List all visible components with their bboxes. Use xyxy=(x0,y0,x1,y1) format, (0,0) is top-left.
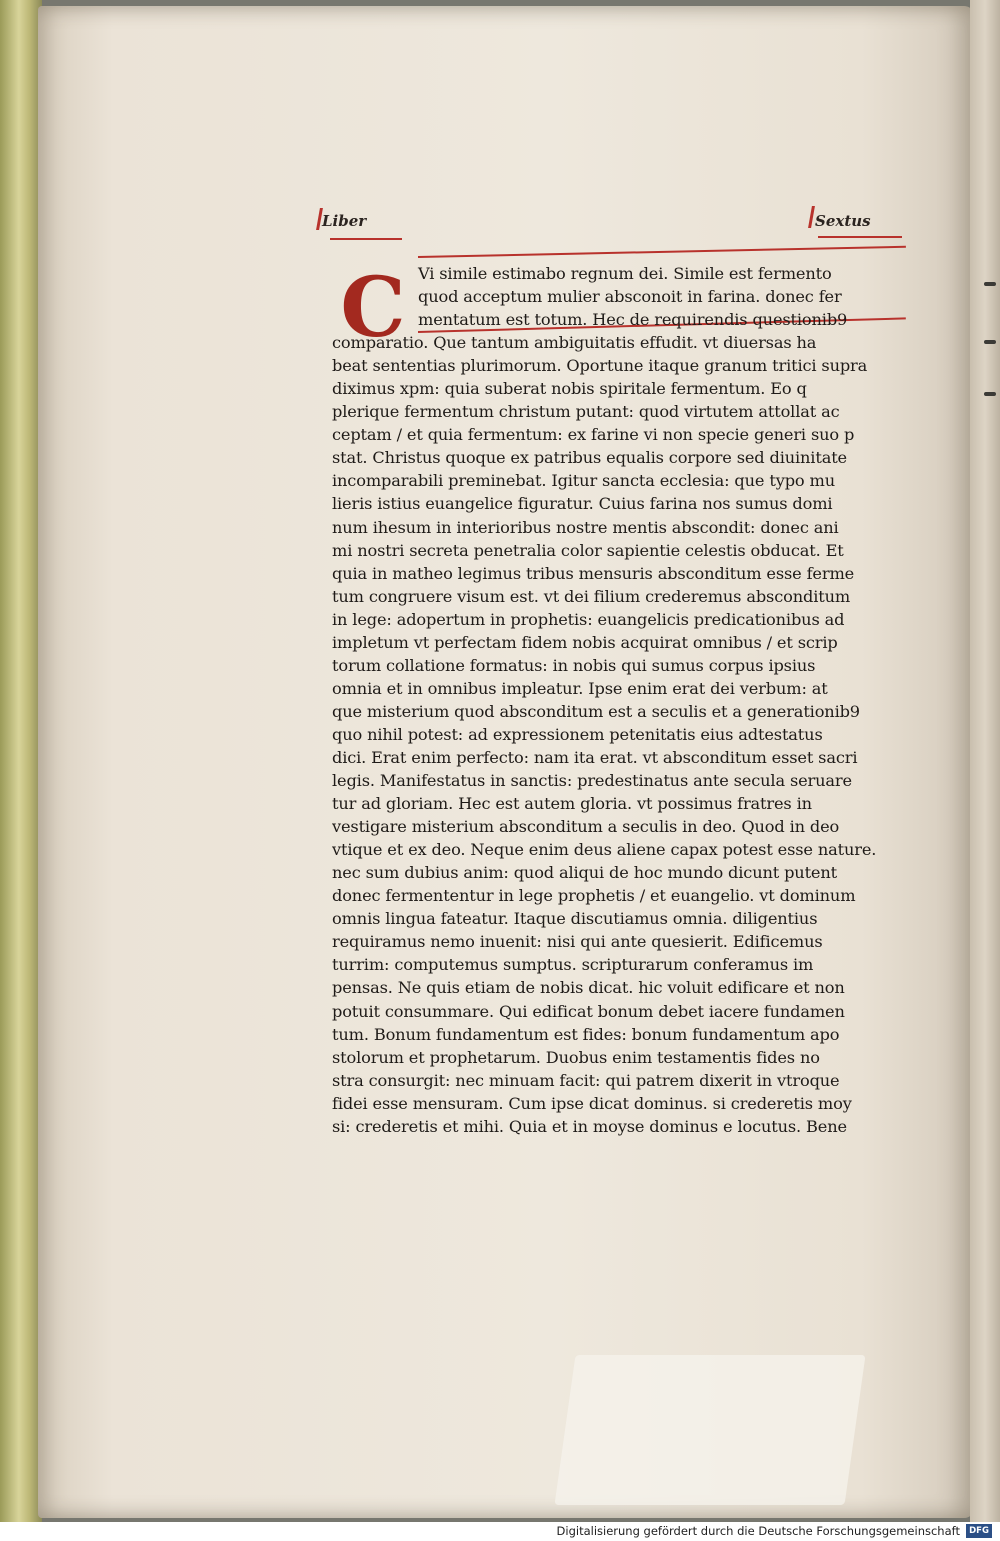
paper-patch xyxy=(554,1355,865,1505)
text-line: num ihesum in interioribus nostre mentis abscondit: donec ani xyxy=(332,517,839,537)
running-head-left: Liber xyxy=(322,212,367,230)
text-line: stat. Christus quoque ex patribus equalis corpore sed diuinitate xyxy=(332,448,847,468)
text-line: beat sententias plurimorum. Oportune itaque granum tritici supra xyxy=(332,356,868,376)
text-line: stra consurgit: nec minuam facit: qui patrem dixerit in vtroque xyxy=(332,1070,840,1090)
text-line: vtique et ex deo. Neque enim deus aliene capax potest esse nature. xyxy=(332,840,877,860)
running-head-right: Sextus xyxy=(815,212,871,230)
text-line: legis. Manifestatus in sanctis: predestinatus ante secula seruare xyxy=(332,771,852,791)
credit-bar xyxy=(0,1522,1000,1541)
bleed-mark xyxy=(984,392,996,396)
text-line: si: crederetis et mihi. Quia et in moyse dominus e locutus. Bene xyxy=(332,1116,847,1136)
text-line: nec sum dubius anim: quod aliqui de hoc mundo dicunt putent xyxy=(332,863,837,883)
text-line: dici. Erat enim perfecto: nam ita erat. vt absconditum esset sacri xyxy=(332,747,858,767)
text-line: mi nostri secreta penetralia color sapientie celestis obducat. Et xyxy=(332,540,844,560)
header-underline-left xyxy=(330,238,402,240)
text-column xyxy=(332,262,912,1138)
text-line: vestigare misterium absconditum a seculis in deo. Quod in deo xyxy=(332,817,840,837)
dfg-logo-icon: DFG xyxy=(966,1524,992,1538)
facing-page-edge xyxy=(970,0,1000,1522)
text-line: ceptam / et quia fermentum: ex farine vi non specie generi suo p xyxy=(332,425,855,445)
text-line: Vi simile estimabo regnum dei. Simile est fermento xyxy=(418,264,832,283)
text-line: omnia et in omnibus impleatur. Ipse enim erat dei verbum: at xyxy=(332,678,828,698)
text-line: plerique fermentum christum putant: quod virtutem attollat ac xyxy=(332,402,840,422)
text-line: incomparabili preminebat. Igitur sancta ecclesia: que typo mu xyxy=(332,471,835,491)
text-line: turrim: computemus sumptus. scripturarum conferamus im xyxy=(332,955,814,975)
decorated-initial: C xyxy=(340,260,406,356)
bleed-mark xyxy=(984,340,996,344)
text-line: potuit consummare. Qui edificat bonum debet iacere fundamen xyxy=(332,1001,845,1021)
text-line: fidei esse mensuram. Cum ipse dicat dominus. si crederetis moy xyxy=(332,1093,852,1113)
text-line: tur ad gloriam. Hec est autem gloria. vt possimus fratres in xyxy=(332,794,812,814)
text-line: pensas. Ne quis etiam de nobis dicat. hic voluit edificare et non xyxy=(332,978,845,998)
book-fore-edge xyxy=(0,0,42,1522)
text-line: mentatum est totum. Hec de requirendis questionib9 xyxy=(418,310,848,330)
text-line: tum congruere visum est. vt dei filium crederemus absconditum xyxy=(332,586,851,606)
text-line: tum. Bonum fundamentum est fides: bonum fundamentum apo xyxy=(332,1024,840,1044)
text-line: stolorum et prophetarum. Duobus enim testamentis fides no xyxy=(332,1047,820,1067)
text-line: diximus xpm: quia suberat nobis spiritale fermentum. Eo q xyxy=(332,379,807,399)
text-line: impletum vt perfectam fidem nobis acquirat omnibus / et scrip xyxy=(332,632,838,652)
header-underline-right xyxy=(818,236,902,238)
bleed-mark xyxy=(984,282,996,286)
text-line: quod acceptum mulier absconoit in farina. donec fer xyxy=(418,287,842,307)
text-line: in lege: adopertum in prophetis: euangelicis predicationibus ad xyxy=(332,609,845,629)
text-line: comparatio. Que tantum ambiguitatis effudit. vt diuersas ha xyxy=(332,333,817,353)
text-line: quo nihil potest: ad expressionem petenitatis eius adtestatus xyxy=(332,724,823,744)
text-line: torum collatione formatus: in nobis qui sumus corpus ipsius xyxy=(332,655,816,675)
text-line: lieris istius euangelice figuratur. Cuius farina nos sumus domi xyxy=(332,494,833,514)
text-line: que misterium quod absconditum est a seculis et a generationib9 xyxy=(332,701,860,721)
text-line: donec fermententur in lege prophetis / et euangelio. vt dominum xyxy=(332,886,856,906)
text-line: requiramus nemo inuenit: nisi qui ante quesierit. Edificemus xyxy=(332,932,823,952)
dfg-credit: Digitalisierung gefördert durch die Deutsche Forschungsgemeinschaft xyxy=(556,1524,960,1538)
text-line: omnis lingua fateatur. Itaque discutiamus omnia. diligentius xyxy=(332,909,818,929)
text-line: quia in matheo legimus tribus mensuris absconditum esse ferme xyxy=(332,563,855,583)
